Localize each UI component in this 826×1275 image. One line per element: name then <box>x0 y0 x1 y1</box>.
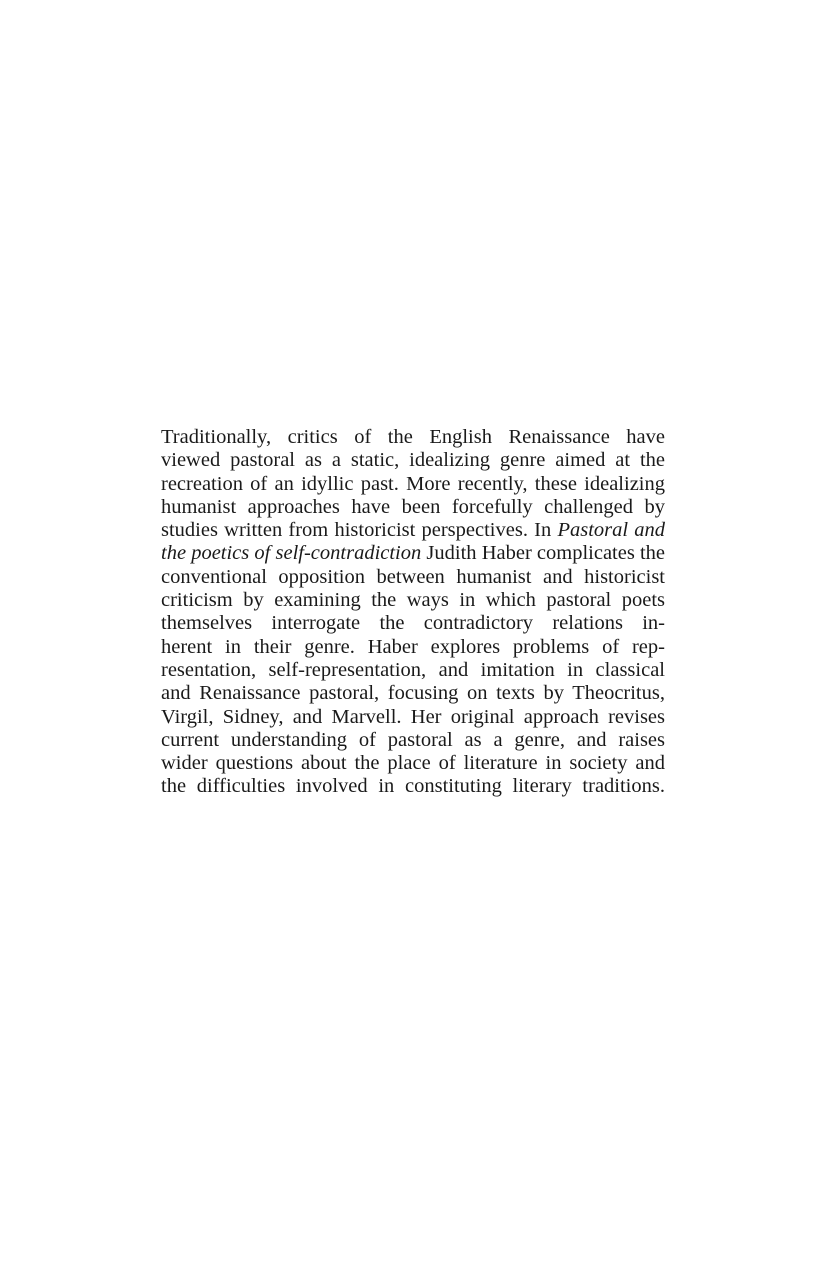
book-title-italic: Pastoral and <box>557 519 666 542</box>
description-line: Traditionally, critics of the English Renaissance have <box>161 426 665 448</box>
description-line: themselves interrogate the contradictory relations in- <box>161 612 665 635</box>
description-line: Virgil, Sidney, and Marvell. Her original approach revises <box>161 705 665 728</box>
description-line <box>161 519 665 542</box>
description-text: studies written from historicist perspectives. In <box>161 519 552 542</box>
description-line: current understanding of pastoral as a genre, and raises <box>161 728 665 751</box>
book-description <box>161 426 665 799</box>
description-line: recreation of an idyllic past. More recently, these idealizing <box>161 472 665 495</box>
description-line: resentation, self-representation, and imitation in classical <box>161 658 665 681</box>
description-line: wider questions about the place of literature in society and <box>161 752 665 775</box>
book-title-italic: the poetics of self-contradiction <box>161 542 422 565</box>
description-line: conventional opposition between humanist and historicist <box>161 565 665 588</box>
description-line: humanist approaches have been forcefully challenged by <box>161 495 665 518</box>
description-line: and Renaissance pastoral, focusing on texts by Theocritus, <box>161 682 665 705</box>
description-line: criticism by examining the ways in which pastoral poets <box>161 589 665 612</box>
description-text: Judith Haber complicates the <box>426 542 666 565</box>
description-line <box>161 542 665 565</box>
description-line: herent in their genre. Haber explores problems of rep- <box>161 635 665 658</box>
description-line: viewed pastoral as a static, idealizing genre aimed at the <box>161 449 665 472</box>
description-line: the difficulties involved in constituting literary traditions. <box>161 775 665 798</box>
